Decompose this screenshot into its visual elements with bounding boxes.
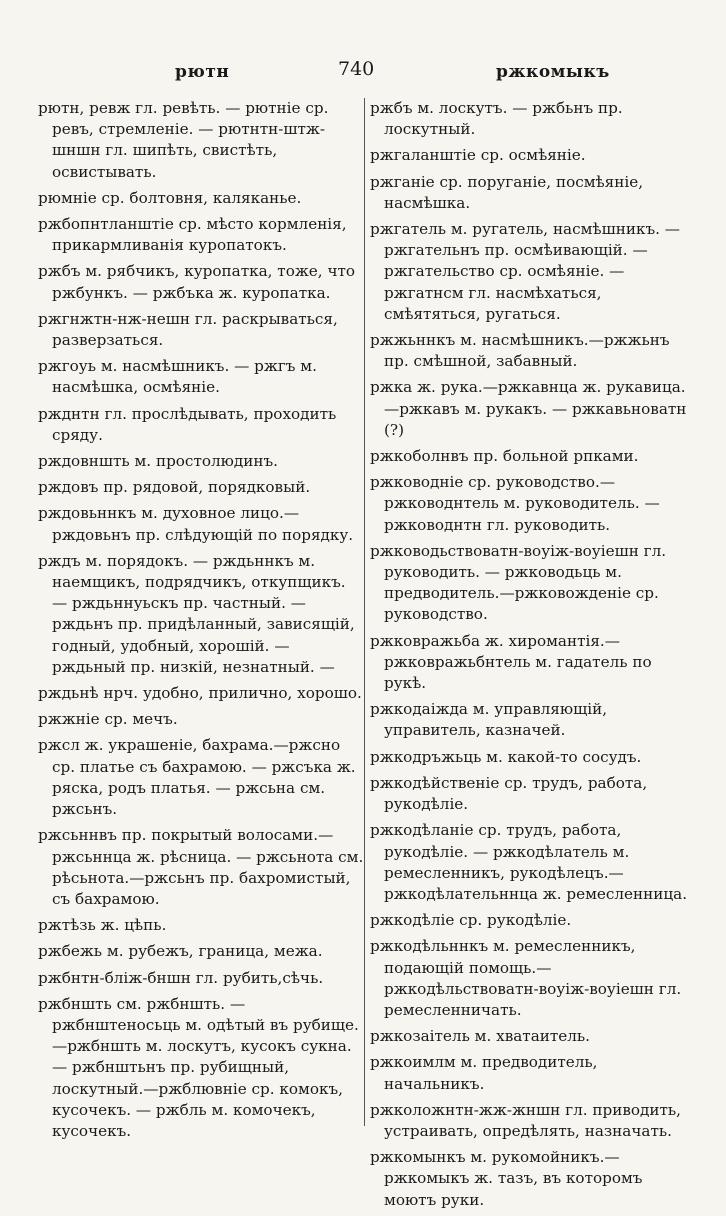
dictionary-entry: ржбншть см. ржбншть. — ржбнштеносьць м. одѣтый въ рубище.—ржбншть м. лоскутъ, кусокъ сукна.— ржбнштьнъ пр. рубищный, лоскутный.—ржблювніе ср. комокъ, кусочекъ. — ржбль м. комочекъ, кусочекъ. (38, 994, 359, 1140)
dictionary-entry: ржкодѣліе ср. рукодѣліе. (370, 911, 572, 930)
dictionary-entry: ржганіе ср. поруганіе, посмѣяніе, насмѣшка. (370, 172, 644, 212)
dictionary-entry: рждьнѣ нрч. удобно, прилично, хорошо. (38, 684, 362, 703)
column-divider (364, 98, 365, 1126)
dictionary-entry: рждовншть м. простолюдинъ. (38, 452, 278, 471)
dictionary-entry: ржка ж. рука.—ржкавнца ж. рукавица.—ржкавъ м. рукакъ. — ржкавьноватн (?) (370, 378, 687, 439)
dictionary-entry: ржсьннвъ пр. покрытый волосами.— ржсьннца ж. рѣсница. — ржсьнота см. рѣсьнота.—ржсьнъ пр. бахромистый, съ бахрамою. (38, 826, 364, 908)
dictionary-entry: ржковражьба ж. хиромантія.—ржковражьбнтель м. гадатель по рукѣ. (370, 631, 652, 693)
dictionary-entry: ржгаланштіе ср. осмѣяніе. (370, 146, 586, 165)
dictionary-entry: ржбъ м. рябчикъ, куропатка, тоже, что ржбункъ. — ржбъка ж. куропатка. (38, 262, 356, 302)
dictionary-entry: ржководьствоватн-воуіж-воуіешн гл. руководить. — ржководьць м. предводитель.—ржковожденіе ср. руководство. (370, 541, 667, 624)
dictionary-entry: ржкодѣльннкъ м. ремесленникъ, подающій помощь.—ржкодѣльствоватн-воуіж-воуіешн гл. ремесленничать. (370, 937, 682, 1019)
dictionary-entry: рждовъ пр. рядовой, порядковый. (38, 478, 311, 497)
dictionary-entry: ржтѣзь ж. цѣпь. (38, 916, 167, 935)
running-head-left: рютн (175, 62, 230, 82)
dictionary-entry: ржжьннкъ м. насмѣшникъ.—ржжьнъ пр. смѣшной, забавный. (370, 331, 670, 371)
dictionary-entry: ржкодръжьць м. какой-то сосудъ. (370, 747, 642, 766)
page-header (0, 56, 726, 86)
dictionary-entry: ржкоболнвъ пр. больной рпками. (370, 447, 639, 466)
dictionary-entry: ржсл ж. украшеніе, бахрама.—ржсно ср. платье съ бахрамою. — ржсъка ж. ряска, родъ платья. — ржсьна см. ржсьнъ. (38, 736, 356, 819)
dictionary-entry: рждовьннкъ м. духовное лицо.—рждовьнъ пр. слѣдующій по порядку. (38, 504, 354, 544)
dictionary-entry: ржбежь м. рубежъ, граница, межа. (38, 942, 323, 961)
dictionary-entry: рюмніе ср. болтовня, каляканье. (38, 188, 302, 207)
dictionary-entry: ржкодѣланіе ср. трудъ, работа, рукодѣліе. — ржкодѣлатель м. ремесленникъ, рукодѣлецъ.—ржкодѣлательннца ж. ремесленница. (370, 821, 688, 903)
dictionary-entry: ржжніе ср. мечъ. (38, 710, 178, 729)
left-column (38, 98, 364, 1147)
dictionary-entry: рютн, ревж гл. ревѣть. — рютніе ср. ревъ, стремленіе. — рютнтн-штж-шншн гл. шипѣть, свистѣть, освистывать. (38, 99, 329, 181)
dictionary-entry: ржгатель м. ругатель, насмѣшникъ. — ржгательнъ пр. осмѣивающій. — ржгательство ср. осмѣяніе. — ржгатнсм гл. насмѣхаться, смѣятяться, ругаться. (370, 220, 680, 323)
dictionary-entry: ржбъ м. лоскутъ. — ржбьнъ пр. лоскутный. (370, 99, 623, 139)
dictionary-entry: ржкомынкъ м. рукомойникъ.—ржкомыкъ ж. тазъ, въ которомъ моютъ руки. (370, 1148, 643, 1209)
dictionary-entry: ржкозаітель м. хватаитель. (370, 1027, 591, 1046)
page-number: 740 (338, 58, 375, 80)
dictionary-entry: рждъ м. порядокъ. — рждьннкъ м. наемщикъ, подрядчикъ, откупщикъ. — рждьннуьскъ пр. частный. — рждьнъ пр. придѣланный, зависящій, годный, удобный, хорошій. — рждьный пр. низкій, незнатный. — (38, 551, 355, 676)
right-column (370, 98, 696, 1216)
running-head-right: ржкомыкъ (496, 62, 610, 82)
dictionary-entry: ржбнтн-бліж-бншн гл. рубить,сѣчь. (38, 968, 324, 987)
dictionary-entry: ржгоуь м. насмѣшникъ. — ржгъ м. насмѣшка, осмѣяніе. (38, 357, 317, 397)
dictionary-entry: ржкоимлм м. предводитель, начальникъ. (370, 1053, 598, 1093)
dictionary-entry: ржкодаіжда м. управляющій, управитель, казначей. (370, 700, 608, 740)
dictionary-entry: ржколожнтн-жж-жншн гл. приводить, устраивать, опредѣлять, назначать. (370, 1100, 682, 1140)
dictionary-entry: ржбопнтланштіе ср. мѣсто кормленія, прикармливанія куропатокъ. (38, 215, 347, 255)
dictionary-entry: ржгнжтн-нж-нешн гл. раскрываться, разверзаться. (38, 309, 338, 350)
dictionary-entry: ржкодѣйственіе ср. трудъ, работа, рукодѣліе. (370, 773, 648, 814)
dictionary-entry: ржднтн гл. прослѣдывать, проходить сряду. (38, 404, 337, 444)
dictionary-entry: ржководніе ср. руководство.—ржководнтель м. руководитель. — ржководнтн гл. руководить. (370, 473, 660, 534)
